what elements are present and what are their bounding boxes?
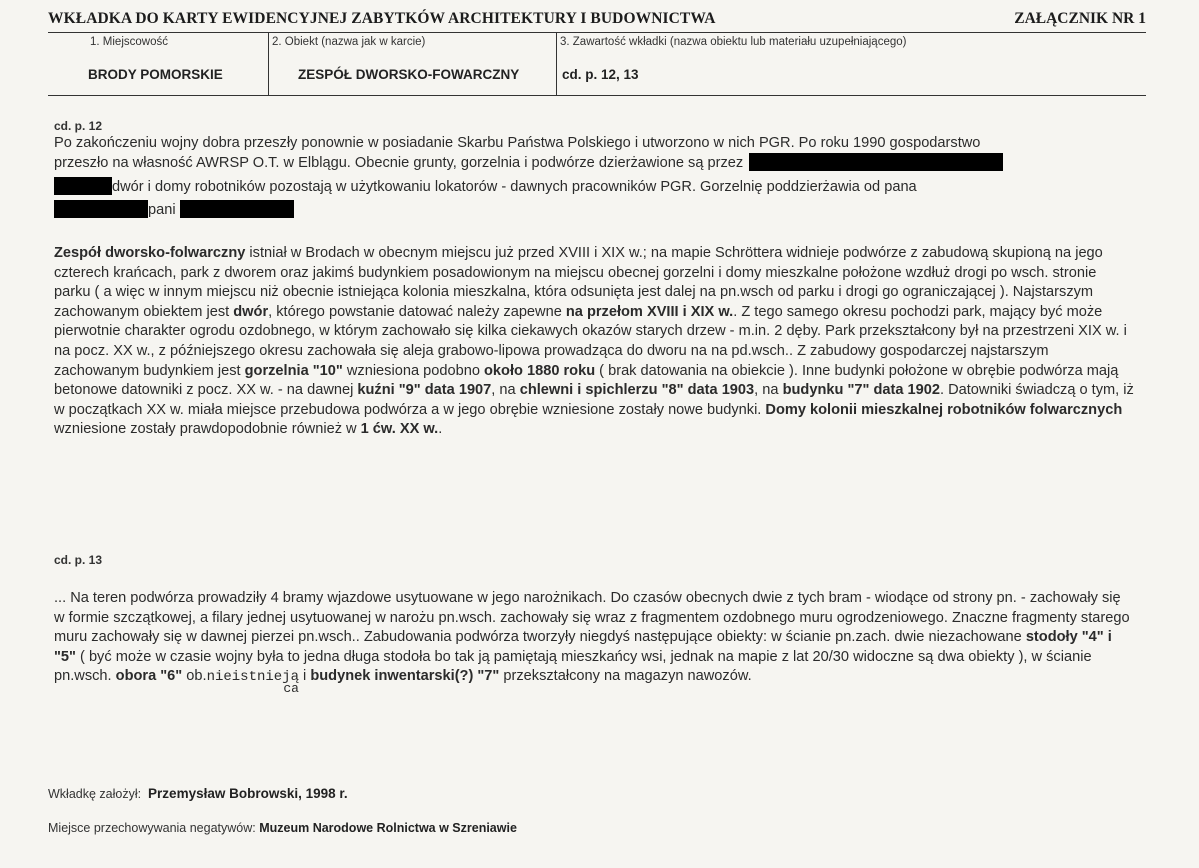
table-top-rule — [48, 32, 1146, 33]
section-13-text-1: ... Na teren podwórza prowadziły 4 bramy wjazdowe usytuowane w jego narożnikach. Do czasów obecnych dwie z tych bram - wiodące od strony pn. - zachowały się w formie szczątkowej, a filary jednej usytuowanej w narożu pn.wsch. zachowały się wraz z fragmentem ozdobnego muru ogrodzeniowego. Znaczne fragmenty starego muru zachowały się w dawnej pierzei pn.wsch.. Zabudowania podwórza tworzyły niegdyś następujące obiekty: w ścianie pn.zach. dwie niezachowane — [54, 590, 1130, 646]
author-value: Przemysław Bobrowski, 1998 r. — [148, 786, 348, 801]
section-13-text-5: przekształcony na magazyn nawozów. — [499, 668, 752, 685]
table-divider-1 — [268, 32, 269, 95]
author-label: Wkładkę założył: — [48, 787, 142, 801]
form-title: WKŁADKA DO KARTY EWIDENCYJNEJ ZABYTKÓW ARCHITEKTURY I BUDOWNICTWA — [48, 10, 716, 27]
history-bold-7: chlewni i spichlerzu "8" data 1903 — [519, 382, 755, 399]
redaction-block — [54, 177, 112, 195]
section-12-line-2 — [54, 153, 1144, 174]
section-13-heading: cd. p. 13 — [54, 553, 103, 567]
history-bold-4: gorzelnia "10" — [244, 362, 343, 379]
history-bold-1: Zespół dworsko-folwarczny — [54, 245, 246, 261]
section-13-bold-2: obora "6" — [115, 668, 183, 685]
section-13-bold-3: budynek inwentarski(?) "7" — [310, 668, 500, 685]
locality-value: BRODY POMORSKIE — [88, 67, 223, 82]
section-13-bold-1: stodoły "4" i "5" — [54, 629, 1112, 665]
history-text-2: , którego powstanie datować należy zapewne — [268, 303, 566, 320]
history-bold-10: 1 ćw. XX w. — [360, 421, 439, 438]
redaction-block — [54, 200, 148, 218]
history-bold-8: budynku "7" data 1902 — [782, 382, 940, 399]
history-text-3: . Z tego samego okresu pochodzi park, mający być może pierwotnie charakter ogrodu ozdobnego, w którym zachowało się kilka ciekawych okazów starych drzew - m.in. 2 dęby. Park przekształcony był na przestrzeni XIX w. i na pocz. XX w., z późniejszego okresu zachowała się aleja grabowo-lipowa prowadząca do dworu na na pd.wsch.. Z zabudowy gospodarczej najstarszym zachowanym budynkiem jest — [54, 303, 1127, 379]
history-text-5: ( brak datowania na obiekcie ). Inne budynki położone w obrębie podwórza mają betonowe datowniki z pocz. XX w. - na dawnej — [54, 362, 1119, 399]
typed-suffix: ca — [283, 681, 299, 697]
typed-word: nieistnieją — [206, 669, 299, 686]
history-bold-6: kuźni "9" data 1907 — [357, 382, 492, 399]
section-13-text-3: ob. — [182, 668, 207, 685]
table-bottom-rule — [48, 95, 1146, 96]
author-line — [48, 786, 348, 801]
attachment-number: ZAŁĄCZNIK NR 1 — [1014, 10, 1146, 27]
history-bold-3: na przełom XVIII i XIX w. — [565, 303, 734, 320]
history-text-4: wzniesiona podobno — [342, 362, 484, 379]
section-13-text-2: ( być może w czasie wojny była to jedna długa stodoła bo tak ją pamiętają mieszkańcy wsi, jednak na mapie z lat 20/30 widoczne są dwa obiekty ), w ścianie pn.wsch. — [54, 648, 1092, 685]
history-text-9: wzniesione zostały prawdopodobnie również w — [54, 421, 361, 438]
section-12-line-1: Po zakończeniu wojny dobra przeszły ponownie w posiadanie Skarbu Państwa Polskiego i utworzono w nich PGR. Po roku 1990 gospodarstwo — [54, 135, 981, 151]
section-12-heading: cd. p. 12 — [54, 119, 103, 133]
object-value: ZESPÓŁ DWORSKO-FOWARCZNY — [298, 67, 520, 82]
contents-label: 3. Zawartość wkładki (nazwa obiektu lub materiału uzupełniającego) — [560, 36, 907, 48]
section-12-line-4-text: pani — [148, 202, 176, 218]
history-text-6: , na — [491, 382, 520, 399]
history-bold-9: Domy kolonii mieszkalnej robotników folwarcznych — [765, 401, 1123, 418]
section-13-text-4: i — [298, 668, 311, 685]
object-label: 2. Obiekt (nazwa jak w karcie) — [272, 36, 426, 48]
redaction-block — [749, 153, 1003, 171]
history-bold-2: dwór — [233, 303, 269, 320]
redaction-block — [180, 200, 294, 218]
section-12-line-3-text: dwór i domy robotników pozostają w użytkowaniu lokatorów - dawnych pracowników PGR. Gorzelnię poddzierżawia od pana — [112, 179, 917, 195]
history-bold-5: około 1880 roku — [484, 362, 596, 379]
history-text-10: . — [438, 421, 443, 438]
locality-label: 1. Miejscowość — [90, 36, 168, 48]
section-13-paragraph — [54, 589, 1134, 697]
typed-correction — [206, 668, 299, 697]
history-text-8: . Datowniki świadczą o tym, iż w początkach XX w. miała miejsce przebudowa podwórza a w jego obrębie wzniesione zostały nowe budynki. — [54, 382, 1134, 418]
section-12-line-4 — [54, 200, 1144, 221]
history-paragraph — [54, 244, 1134, 440]
history-text-7: , na — [754, 382, 783, 399]
section-12-line-3 — [54, 177, 1144, 198]
storage-line — [48, 821, 517, 835]
contents-value: cd. p. 12, 13 — [562, 67, 639, 82]
storage-label: Miejsce przechowywania negatywów: — [48, 821, 256, 835]
form-header — [48, 10, 1146, 30]
history-text-1: istniał w Brodach w obecnym miejscu już przed XVIII i XIX w.; na mapie Schröttera widnieje podwórze z zabudową skupioną na jego czterech krańcach, park z dworem oraz jakimś budynkiem posadowionym na miejscu obecnej gorzelni i domy mieszkalne położone wzdłuż drogi po wsch. stronie parku ( a więc w innym miejscu niż obecnie istniejąca kolonia mieszkalna, która odsunięta jest dalej na pn.wsch od parku i drogi go ograniczającej ). Najstarszym zachowanym obiektem jest — [54, 245, 1103, 320]
section-12-line-2-text: przeszło na własność AWRSP O.T. w Elblągu. Obecnie grunty, gorzelnia i podwórze dzierżawione są przez — [54, 155, 744, 171]
storage-value: Muzeum Narodowe Rolnictwa w Szreniawie — [259, 821, 517, 835]
table-divider-2 — [556, 32, 557, 95]
